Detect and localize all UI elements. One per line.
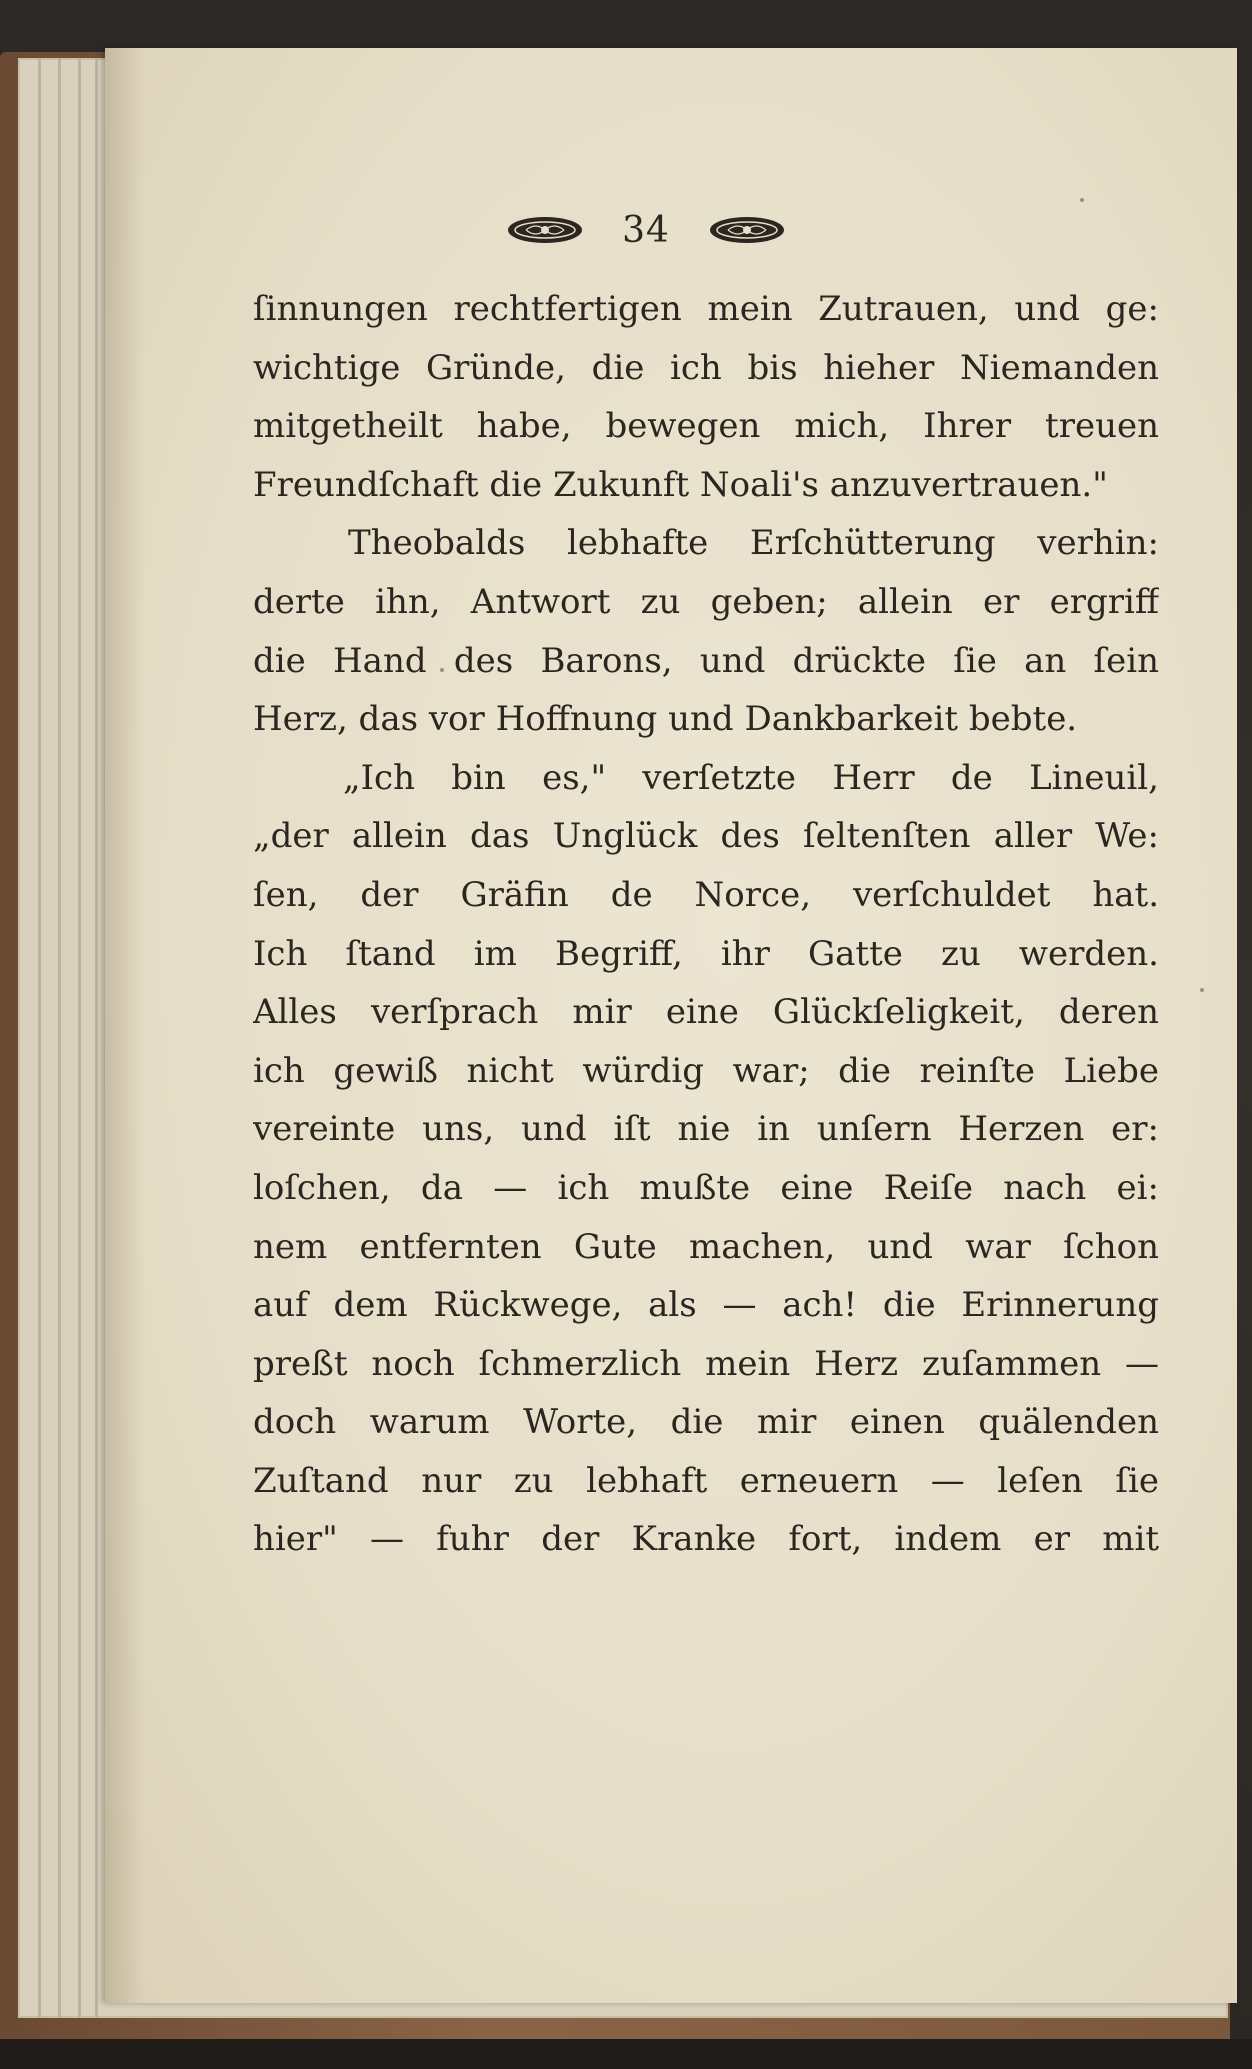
- text-line: hier" — fuhr der Kranke fort, indem er mit: [253, 1519, 1159, 1560]
- text-line: loſchen, da — ich mußte eine Reiſe nach ei:: [253, 1167, 1159, 1208]
- text-line: Zuſtand nur zu lebhaft erneuern — leſen ſie: [253, 1460, 1159, 1501]
- text-line: Theobalds lebhafte Erſchütterung verhin:: [348, 523, 1159, 564]
- text-line: mitgetheilt habe, bewegen mich, Ihrer treuen: [253, 406, 1159, 447]
- page-edge-line: [78, 58, 81, 2018]
- text-line: derte ihn, Antwort zu geben; allein er ergriff: [253, 581, 1159, 622]
- paper-speck: [1200, 988, 1204, 992]
- text-line: Alles verſprach mir eine Glückſeligkeit, deren: [253, 992, 1159, 1033]
- text-line: ſinnungen rechtfertigen mein Zutrauen, und ge:: [253, 289, 1159, 329]
- text-line: ich gewiß nicht würdig war; die reinſte Liebe: [253, 1050, 1159, 1091]
- text-line: vereinte uns, und iſt nie in unſern Herzen er:: [253, 1109, 1159, 1150]
- left-ornament-icon: [506, 215, 584, 245]
- page-edge-line: [95, 58, 98, 2018]
- scan-bottom-edge: [0, 2039, 1252, 2069]
- page-number: 34: [622, 209, 670, 251]
- text-line: ſen, der Gräfin de Norce, verſchuldet hat.: [253, 874, 1159, 915]
- text-line: auf dem Rückwege, als — ach! die Erinnerung: [253, 1285, 1159, 1326]
- text-line: wichtige Gründe, die ich bis hieher Niemanden: [253, 347, 1159, 388]
- text-line: „der allein das Unglück des ſeltenſten aller We:: [253, 816, 1159, 857]
- page-edge-line: [58, 58, 61, 2018]
- text-line: die Hand des Barons, und drückte ſie an ſein: [253, 640, 1159, 681]
- page-header: [0, 205, 1252, 255]
- gutter-shadow: [105, 48, 145, 2003]
- text-line: Herz, das vor Hoffnung und Dankbarkeit bebte.: [253, 699, 1078, 740]
- body-text: [253, 280, 1159, 1569]
- text-line: Ich ſtand im Begriff, ihr Gatte zu werden.: [253, 933, 1159, 974]
- text-line: „Ich bin es," verſetzte Herr de Lineuil,: [343, 757, 1159, 798]
- text-line: preßt noch ſchmerzlich mein Herz zuſammen —: [253, 1343, 1159, 1384]
- paper-speck: [1080, 198, 1084, 202]
- text-line: doch warum Worte, die mir einen quälenden: [253, 1402, 1159, 1443]
- right-ornament-icon: [708, 215, 786, 245]
- text-line: nem entfernten Gute machen, und war ſchon: [253, 1226, 1159, 1267]
- page-edge-line: [38, 58, 41, 2018]
- text-line: Freundſchaft die Zukunft Noali's anzuvertrauen.": [253, 464, 1108, 505]
